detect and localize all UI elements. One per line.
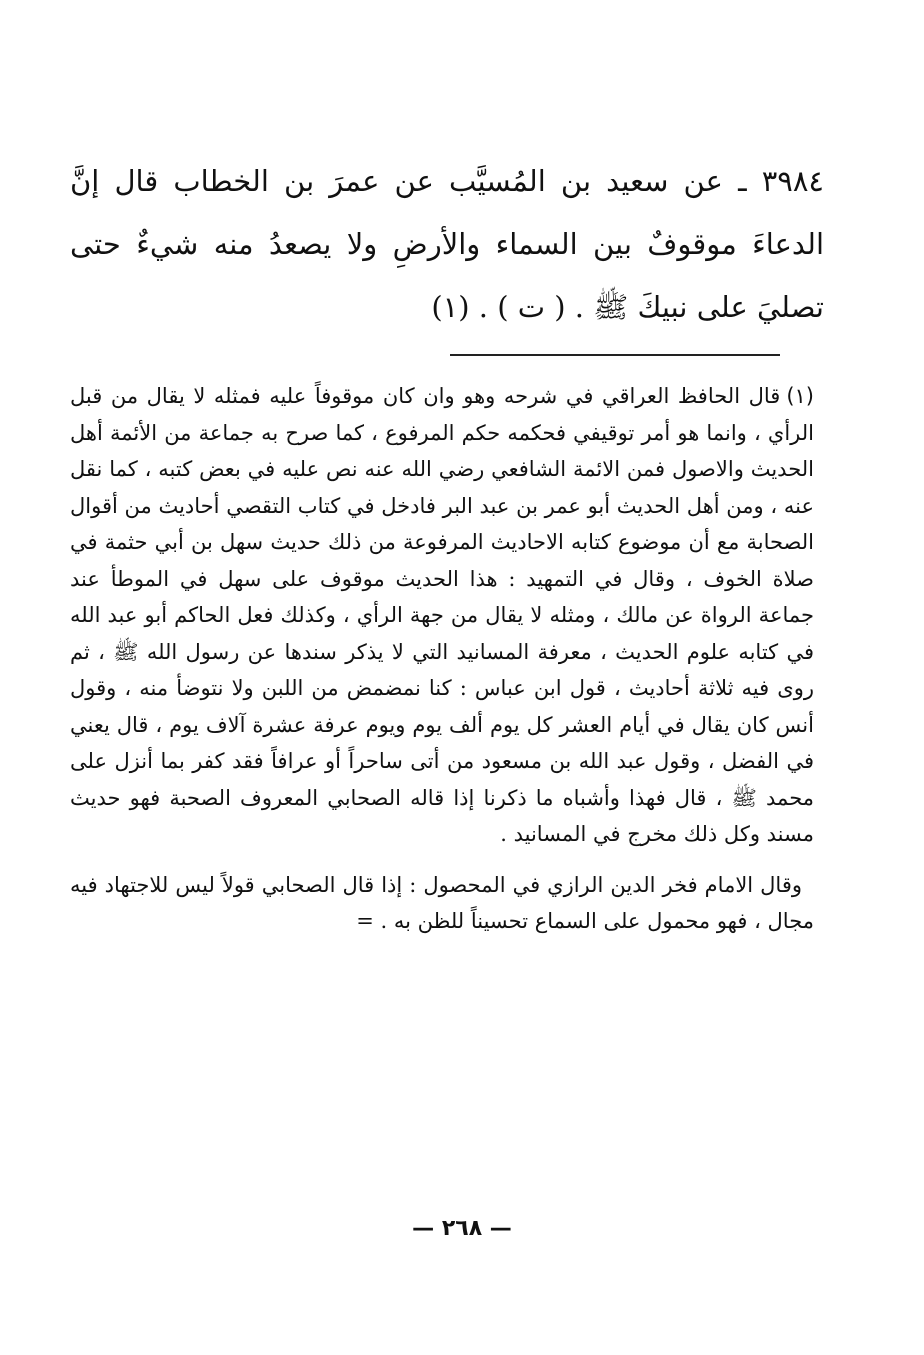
footnote-paragraph-2: وقال الامام فخر الدين الرازي في المحصول : إذا قال الصحابي قولاً ليس للاجتهاد فيه مجال ، فهو محمول على السماع تحسيناً للظن به . =: [70, 872, 814, 933]
footnote: [70, 378, 814, 940]
page-number: — ٢٦٨ —: [412, 1216, 512, 1241]
hadith-number: ٣٩٨٤: [761, 164, 824, 198]
footnote-paragraph-1-text: قال الحافظ العراقي في شرحه وهو وان كان موقوفاً عليه فمثله لا يقال من قبل الرأي ، وانما هو أمر توقيفي فحكمه حكم المرفوع ، كما صرح به جماعة من الأئمة أهل الحديث والاصول فمن الائمة الشافعي رضي الله عنه نص عليه في بعض كتبه ، كما نقل عنه ، ومن أهل الحديث أبو عمر بن عبد البر فادخل في كتاب التقصي أحاديث من أقوال الصحابة مع أن موضوع كتابه الاحاديث المرفوعة من ذلك حديث سهل بن أبي حثمة في صلاة الخوف ، وقال في التمهيد : هذا الحديث موقوف على سهل في الموطأ عند جماعة الرواة عن مالك ، ومثله لا يقال من جهة الرأي ، وكذلك فعل الحاكم أبو عبد الله في كتابه علوم الحديث ، معرفة المسانيد التي لا يذكر سندها عن رسول الله ﷺ ، ثم روى فيه ثلاثة أحاديث ، قول ابن عباس : كنا نمضمض من اللبن ولا نتوضأ منه ، وقول أنس كان يقال في أيام العشر كل يوم ألف يوم ويوم عرفة عشرة آلاف يوم ، قال يعني في الفضل ، وقول عبد الله بن مسعود من أتى ساحراً أو عرافاً فقد كفر بما أنزل على محمد ﷺ ، قال فهذا وأشباه ما ذكرنا إذا قاله الصحابي المعروف الصحبة فهو حديث مسند وكل ذلك مخرج في المسانيد .: [70, 384, 814, 846]
footnote-marker: (١): [786, 384, 814, 408]
hadith-text: عن سعيد بن المُسيَّب عن عمرَ بن الخطاب قال إنَّ الدعاءَ موقوفٌ بين السماء والأرضِ ولا يصعدُ منه شيءٌ حتى تصليَ على نبيكَ ﷺ . ( ت ) . (١): [70, 164, 824, 324]
footnote-divider: [450, 354, 780, 356]
footnote-paragraph-1: [70, 378, 814, 853]
hadith-dash: ـ: [738, 164, 747, 198]
hadith-entry: [70, 150, 824, 339]
hadith-paragraph: [70, 150, 824, 339]
